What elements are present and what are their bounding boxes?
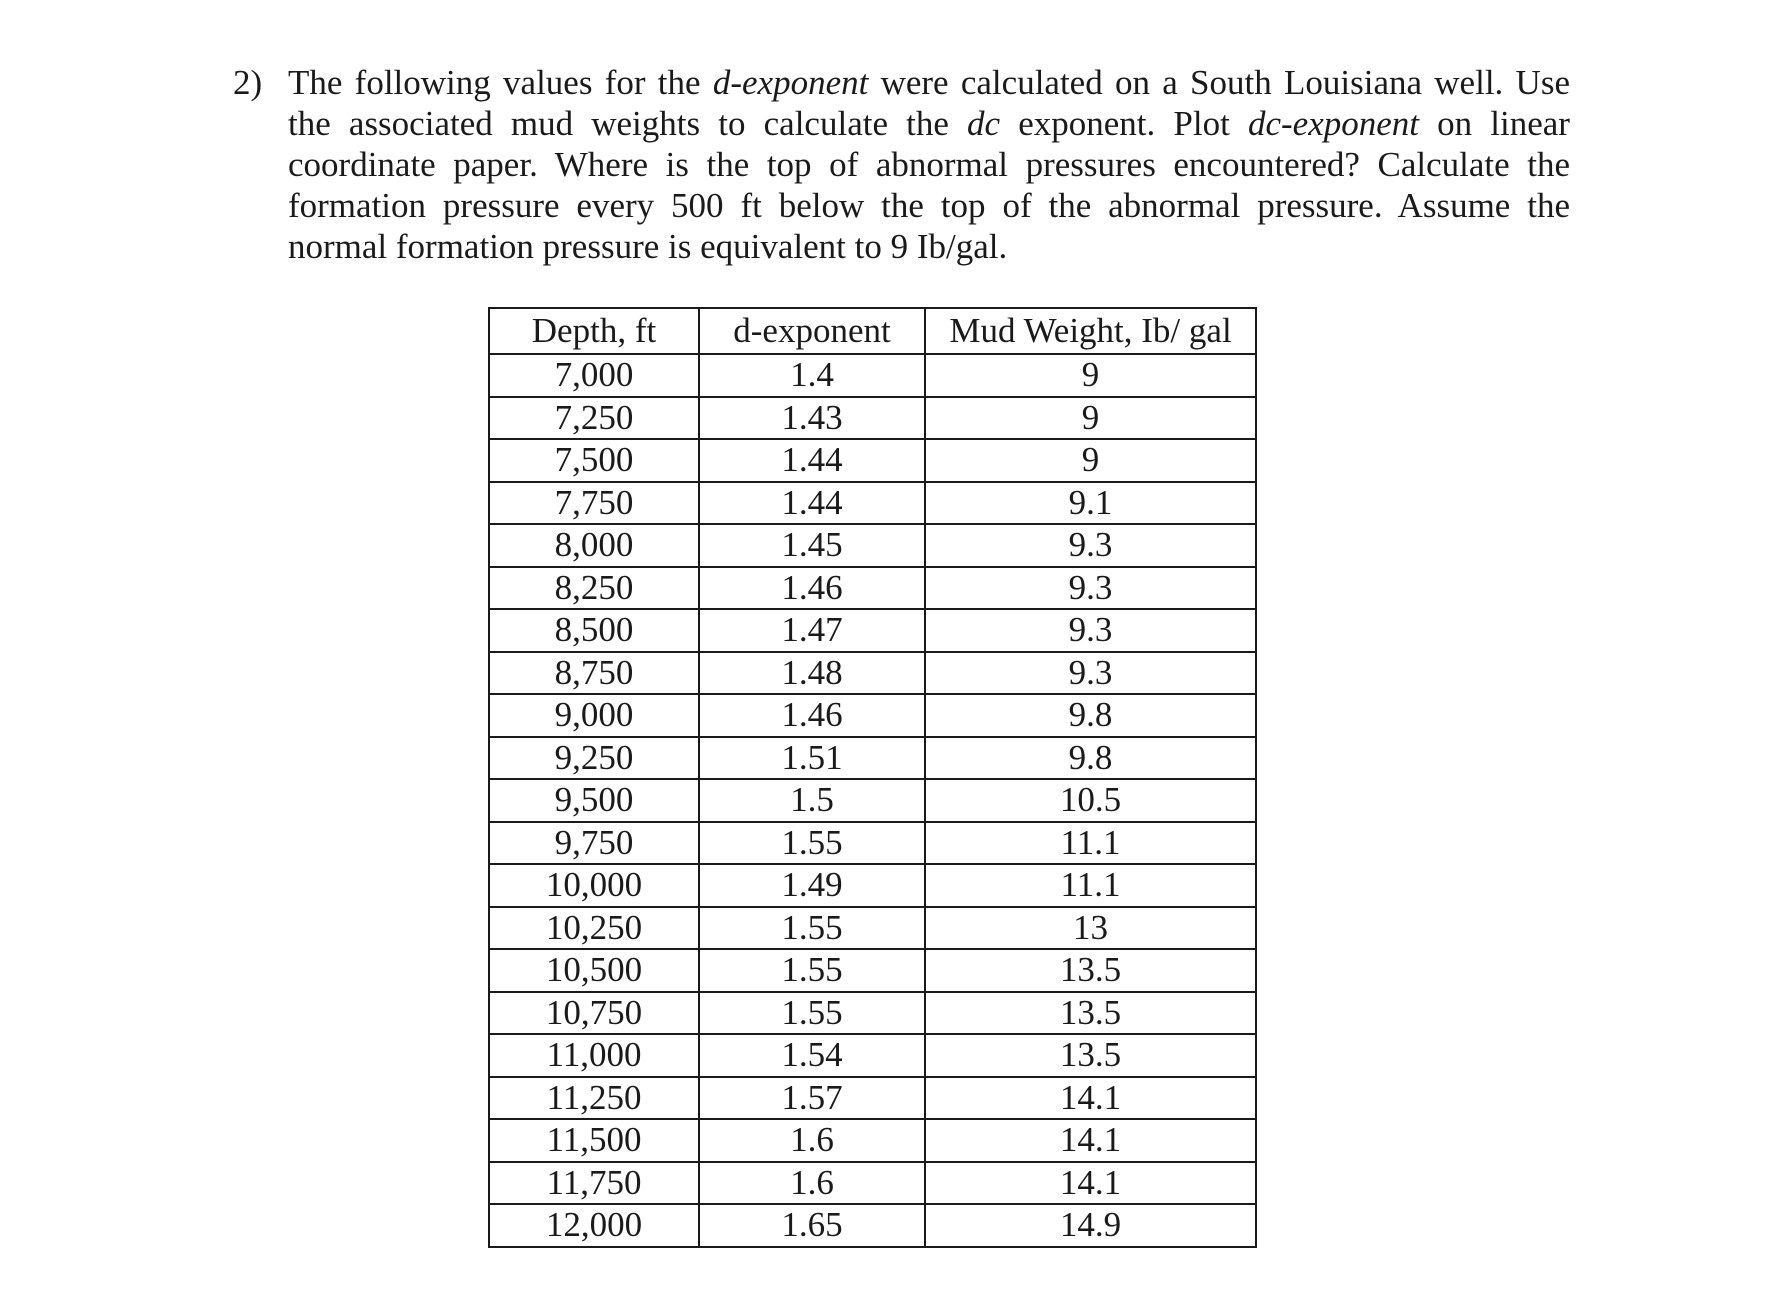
problem-text-segment: exponent. Plot <box>1000 104 1248 143</box>
mud-weight-cell: 9.3 <box>925 609 1256 652</box>
d-exponent-cell: 1.47 <box>699 609 925 652</box>
mud-weight-cell: 10.5 <box>925 779 1256 822</box>
d-exponent-cell: 1.55 <box>699 907 925 950</box>
d-exponent-cell: 1.55 <box>699 949 925 992</box>
d-exponent-cell: 1.44 <box>699 439 925 482</box>
table-row <box>489 567 1256 610</box>
problem-text-segment: were calculated on a South Louisiana well. Use the associated mud weights to calculate the <box>288 63 1570 143</box>
table-row <box>489 524 1256 567</box>
table-row <box>489 822 1256 865</box>
table-row <box>489 949 1256 992</box>
problem-text <box>288 62 1570 267</box>
d-exponent-cell: 1.51 <box>699 737 925 780</box>
table-row <box>489 992 1256 1035</box>
mud-weight-cell: 11.1 <box>925 864 1256 907</box>
mud-weight-cell: 13.5 <box>925 1034 1256 1077</box>
depth-cell: 9,500 <box>489 779 699 822</box>
table-row <box>489 864 1256 907</box>
mud-weight-cell: 9.3 <box>925 652 1256 695</box>
problem-text-segment: The following values for the <box>288 63 713 102</box>
depth-cell: 10,000 <box>489 864 699 907</box>
depth-cell: 7,500 <box>489 439 699 482</box>
depth-cell: 8,500 <box>489 609 699 652</box>
d-exponent-cell: 1.54 <box>699 1034 925 1077</box>
depth-cell: 7,750 <box>489 482 699 525</box>
header-mud-weight: Mud Weight, Ib/ gal <box>925 308 1256 354</box>
table-row <box>489 1119 1256 1162</box>
d-exponent-cell: 1.55 <box>699 822 925 865</box>
d-exponent-cell: 1.45 <box>699 524 925 567</box>
mud-weight-cell: 9 <box>925 397 1256 440</box>
mud-weight-cell: 14.1 <box>925 1119 1256 1162</box>
depth-cell: 11,250 <box>489 1077 699 1120</box>
problem-term: dc-exponent <box>1247 104 1419 143</box>
d-exponent-cell: 1.5 <box>699 779 925 822</box>
depth-cell: 9,250 <box>489 737 699 780</box>
d-exponent-cell: 1.49 <box>699 864 925 907</box>
depth-cell: 10,500 <box>489 949 699 992</box>
table-row <box>489 439 1256 482</box>
mud-weight-cell: 14.1 <box>925 1077 1256 1120</box>
table-row <box>489 1077 1256 1120</box>
d-exponent-cell: 1.46 <box>699 694 925 737</box>
table-row <box>489 694 1256 737</box>
depth-cell: 9,750 <box>489 822 699 865</box>
table-row <box>489 1204 1256 1247</box>
depth-cell: 11,000 <box>489 1034 699 1077</box>
d-exponent-cell: 1.65 <box>699 1204 925 1247</box>
problem-term: d-exponent <box>712 63 869 102</box>
mud-weight-cell: 14.1 <box>925 1162 1256 1205</box>
header-depth: Depth, ft <box>489 308 699 354</box>
depth-cell: 12,000 <box>489 1204 699 1247</box>
mud-weight-cell: 13.5 <box>925 949 1256 992</box>
table-row <box>489 737 1256 780</box>
d-exponent-cell: 1.57 <box>699 1077 925 1120</box>
d-exponent-cell: 1.4 <box>699 354 925 397</box>
mud-weight-cell: 9.3 <box>925 524 1256 567</box>
table-row <box>489 1034 1256 1077</box>
depth-cell: 10,750 <box>489 992 699 1035</box>
table-row <box>489 1162 1256 1205</box>
depth-cell: 8,000 <box>489 524 699 567</box>
depth-cell: 10,250 <box>489 907 699 950</box>
table-row <box>489 609 1256 652</box>
mud-weight-cell: 9 <box>925 439 1256 482</box>
depth-cell: 7,000 <box>489 354 699 397</box>
d-exponent-cell: 1.46 <box>699 567 925 610</box>
depth-cell: 8,750 <box>489 652 699 695</box>
problem-term: dc <box>967 104 1001 143</box>
table-body <box>489 354 1256 1247</box>
mud-weight-cell: 9.1 <box>925 482 1256 525</box>
table-row <box>489 397 1256 440</box>
depth-cell: 8,250 <box>489 567 699 610</box>
table-header-row <box>489 308 1256 354</box>
depth-cell: 7,250 <box>489 397 699 440</box>
mud-weight-cell: 9.8 <box>925 694 1256 737</box>
mud-weight-cell: 13 <box>925 907 1256 950</box>
table-row <box>489 354 1256 397</box>
depth-cell: 11,500 <box>489 1119 699 1162</box>
data-table <box>488 307 1257 1248</box>
mud-weight-cell: 9 <box>925 354 1256 397</box>
d-exponent-cell: 1.6 <box>699 1162 925 1205</box>
d-exponent-cell: 1.43 <box>699 397 925 440</box>
mud-weight-cell: 9.8 <box>925 737 1256 780</box>
mud-weight-cell: 11.1 <box>925 822 1256 865</box>
table-row <box>489 907 1256 950</box>
header-d-exponent: d-exponent <box>699 308 925 354</box>
table-row <box>489 652 1256 695</box>
mud-weight-cell: 14.9 <box>925 1204 1256 1247</box>
d-exponent-cell: 1.6 <box>699 1119 925 1162</box>
d-exponent-cell: 1.48 <box>699 652 925 695</box>
depth-cell: 9,000 <box>489 694 699 737</box>
table-row <box>489 482 1256 525</box>
mud-weight-cell: 13.5 <box>925 992 1256 1035</box>
problem-number: 2) <box>233 63 263 102</box>
problem-text-segment: on linear coordinate paper. Where is the top of abnormal pressures encountered? Calculate the formation pressure every 500 ft below the top of the abnormal pressure. Assume the normal formation pressure is equivalent to 9 Ib/gal. <box>288 104 1570 266</box>
mud-weight-cell: 9.3 <box>925 567 1256 610</box>
d-exponent-cell: 1.55 <box>699 992 925 1035</box>
d-exponent-cell: 1.44 <box>699 482 925 525</box>
depth-cell: 11,750 <box>489 1162 699 1205</box>
table-row <box>489 779 1256 822</box>
